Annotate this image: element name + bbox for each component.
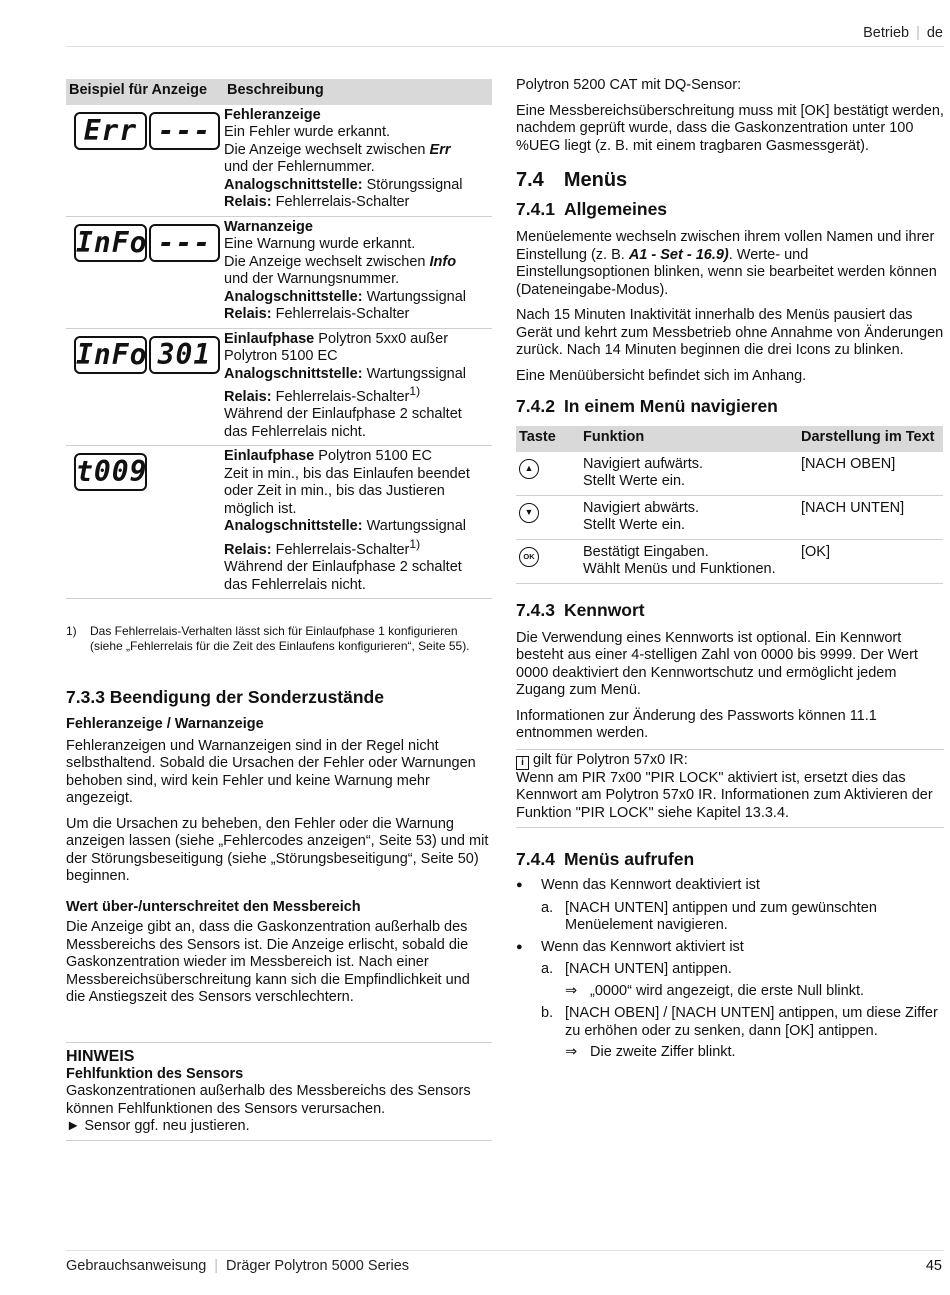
section-number: 7.4 xyxy=(516,169,544,191)
result-item xyxy=(516,1044,944,1062)
list-item-text: [NACH OBEN] / [NACH UNTEN] antippen, um diese Ziffer zu erhöhen oder zu senken, dann [OK] antippen. xyxy=(565,1005,938,1039)
section-number: 7.4.2 xyxy=(516,396,555,416)
text-cell: [OK] xyxy=(798,539,943,583)
relay-value: Fehlerrelais-Schalter xyxy=(271,388,410,405)
table-footnote xyxy=(66,624,492,654)
row-text: Die Anzeige wechselt zwischen xyxy=(224,253,430,270)
header-lang: de xyxy=(926,25,943,41)
footnote-number: 1) xyxy=(66,624,77,638)
info-icon: i xyxy=(516,756,529,770)
row-title: Fehleranzeige xyxy=(224,106,321,123)
relay-label: Relais: xyxy=(224,388,272,405)
table-row xyxy=(516,539,943,583)
procedure-list xyxy=(516,877,944,1062)
analog-value: Wartungssignal xyxy=(362,518,467,535)
paragraph: Informationen zur Änderung des Passworts können 11.1 entnommen werden. xyxy=(516,707,877,741)
table-row xyxy=(66,105,492,217)
paragraph: Die Verwendung eines Kennworts ist optional. Ein Kennwort besteht aus einer 4-stelligen Zahl von 0000 bis 9999. Der Wert 0000 deaktiviert den Kennwortschutz und ermöglicht jedem Zugang zum Menü. xyxy=(516,629,918,698)
relay-value: Fehlerrelais-Schalter xyxy=(271,194,410,210)
key-cell xyxy=(516,495,580,539)
down-button-icon: ▼ xyxy=(519,503,539,523)
list-item-text: [NACH UNTEN] antippen und zum gewünschten Menüelement navigieren. xyxy=(565,899,877,933)
lcd-display: --- xyxy=(149,112,220,150)
row-text: und der Warnungsnummer. xyxy=(224,271,400,287)
bullet-icon: ● xyxy=(516,940,523,953)
footnote-ref: 1) xyxy=(409,384,421,398)
header-separator: | xyxy=(916,25,920,41)
table-header-description: Beschreibung xyxy=(224,79,492,105)
paragraph: Um die Ursachen zu beheben, den Fehler oder die Warnung anzeigen lassen (siehe „Fehlercodes anzeigen“, Seite 53) und mit der Störungsbeseitigung (siehe „Störungsbeseitigung“, Seite 50) beginnen. xyxy=(66,815,489,884)
paragraph: Die Anzeige gibt an, dass die Gaskonzentration außerhalb des Messbereichs des Sensors ist. Die Anzeige erlischt, sobald die Gaskonzentration wieder im Messbereich ist. Nach einer Messbereichsüberschreitung kann sich die Empfindlichkeit und die Anstiegszeit des Sensors verschlechtern. xyxy=(66,919,470,1005)
footnote-text: Das Fehlerrelais-Verhalten lässt sich für Einlaufphase 1 konfigurieren (siehe „Fehlerrelais für die Zeit des Einlaufens konfigurieren“, Seite 55). xyxy=(90,624,470,653)
row-title: Einlaufphase xyxy=(224,330,315,347)
display-cell xyxy=(66,216,224,328)
notice-bottom-rule xyxy=(66,1140,492,1141)
key-cell xyxy=(516,539,580,583)
notice-subtitle: Fehlfunktion des Sensors xyxy=(66,1065,244,1082)
analog-value: Wartungssignal xyxy=(362,365,467,382)
lcd-display: t009 xyxy=(74,453,147,491)
info-bottom-rule xyxy=(516,827,944,828)
text: . Werte- und Einstellungsoptionen blinken, wenn sie bearbeitet werden können (Dateneingabe-Modus). xyxy=(516,246,937,298)
function-text: Stellt Werte ein. xyxy=(583,473,686,489)
action-text: Sensor ggf. neu justieren. xyxy=(84,1118,250,1134)
row-text: Die Anzeige wechselt zwischen xyxy=(224,141,430,158)
section-7-3-3 xyxy=(66,686,492,1007)
footer-separator: | xyxy=(214,1258,219,1274)
paragraph: Polytron 5200 CAT mit DQ-Sensor: xyxy=(516,77,742,93)
page-number: 45 xyxy=(925,1258,942,1274)
row-title: Warnanzeige xyxy=(224,218,313,235)
function-text: Stellt Werte ein. xyxy=(583,517,686,533)
function-cell xyxy=(580,452,798,496)
notice-text: Gaskonzentrationen außerhalb des Messbereichs des Sensors können Fehlfunktionen des Sensors verursachen. xyxy=(66,1083,471,1117)
description-cell xyxy=(224,216,492,328)
row-emphasis: Err xyxy=(429,141,451,158)
table-header-key: Taste xyxy=(516,426,580,452)
up-button-icon: ▲ xyxy=(519,459,539,479)
display-cell xyxy=(66,105,224,217)
analog-label: Analogschnittstelle: xyxy=(224,288,363,305)
table-row xyxy=(516,495,943,539)
function-cell xyxy=(580,539,798,583)
analog-label: Analogschnittstelle: xyxy=(224,365,363,382)
info-heading-text: gilt für Polytron 57x0 IR: xyxy=(529,751,688,768)
result-text: „0000“ wird angezeigt, die erste Null blinkt. xyxy=(590,982,865,999)
section-title: Menüs xyxy=(563,169,628,191)
description-cell xyxy=(224,328,492,446)
list-marker: b. xyxy=(541,1005,554,1021)
table-row xyxy=(66,328,492,446)
page-footer xyxy=(66,1258,409,1276)
table-header-function: Funktion xyxy=(580,426,798,452)
table-row xyxy=(516,452,943,496)
row-text: Polytron 5xx0 außer Polytron 5100 EC xyxy=(224,330,449,364)
section-heading: 7.3.3 Beendigung der Sonderzustände xyxy=(66,687,384,707)
subheading: Wert über-/unterschreitet den Messbereich xyxy=(66,898,361,915)
row-title: Einlaufphase xyxy=(224,448,315,465)
ok-button-icon: OK xyxy=(519,547,539,567)
section-heading-7-4 xyxy=(516,168,944,192)
list-item-text: Wenn das Kennwort aktiviert ist xyxy=(541,938,744,955)
section-heading-7-4-2 xyxy=(516,395,944,417)
info-heading xyxy=(516,752,944,770)
section-heading-7-4-4 xyxy=(516,848,944,870)
arrow-icon: ► xyxy=(66,1118,81,1134)
result-arrow-icon: ⇒ xyxy=(565,982,578,999)
section-heading-7-4-3 xyxy=(516,599,944,621)
table-header-text: Darstellung im Text xyxy=(798,426,943,452)
paragraph: Fehleranzeigen und Warnanzeigen sind in der Regel nicht selbsthaltend. Sobald die Ursachen der Fehler oder Warnungen behoben sind, wird kein Fehler und keine Warnung mehr angezeigt. xyxy=(66,737,476,806)
paragraph: Nach 15 Minuten Inaktivität innerhalb des Menüs pausiert das Gerät und kehrt zum Messbetrieb ohne Annahme von Änderungen zurück. Nach 14 Minuten beginnen die drei Icons zu blinken. xyxy=(516,307,944,358)
notice-action xyxy=(66,1118,492,1136)
function-cell xyxy=(580,495,798,539)
function-text: Navigiert aufwärts. xyxy=(583,455,704,472)
display-examples-table xyxy=(66,79,492,599)
bullet-icon: ● xyxy=(516,879,523,891)
footnote-ref: 1) xyxy=(409,536,421,551)
list-marker: a. xyxy=(541,899,554,916)
section-title: In einem Menü navigieren xyxy=(563,396,778,416)
result-text: Die zweite Ziffer blinkt. xyxy=(590,1044,736,1060)
list-item-text: [NACH UNTEN] antippen. xyxy=(565,961,732,977)
section-title: Menüs aufrufen xyxy=(563,849,695,869)
row-text: und der Fehlernummer. xyxy=(224,159,375,175)
result-arrow-icon: ⇒ xyxy=(565,1044,578,1060)
header-rule xyxy=(66,46,944,47)
info-text: Wenn am PIR 7x00 "PIR LOCK" aktiviert ist, ersetzt dies das Kennwort am Polytron 57x0 IR. Informationen zum Aktivieren der Funktion "PIR LOCK" siehe Kapitel 13.3.4. xyxy=(516,769,933,821)
table-row xyxy=(66,446,492,599)
list-item xyxy=(516,961,944,979)
list-item-text: Wenn das Kennwort deaktiviert ist xyxy=(541,877,760,893)
relay-label: Relais: xyxy=(224,306,272,322)
relay-value: Fehlerrelais-Schalter xyxy=(271,541,410,558)
function-text: Bestätigt Eingaben. xyxy=(583,543,709,560)
lcd-display: Err xyxy=(74,112,147,150)
right-column xyxy=(516,77,944,1062)
row-note: Während der Einlaufphase 2 schaltet das Fehlerrelais nicht. xyxy=(224,406,462,440)
row-text: Polytron 5100 EC xyxy=(314,448,432,465)
row-text: Ein Fehler wurde erkannt. xyxy=(224,124,391,140)
text-cell: [NACH OBEN] xyxy=(798,452,943,496)
paragraph: Eine Menüübersicht befindet sich im Anhang. xyxy=(516,367,807,384)
lcd-display: InFo xyxy=(74,224,147,262)
notice-top-rule xyxy=(66,1042,492,1043)
section-heading-7-4-1 xyxy=(516,198,944,220)
page-header xyxy=(863,25,943,43)
header-section: Betrieb xyxy=(863,25,910,41)
section-number: 7.4.1 xyxy=(516,199,555,219)
list-item xyxy=(516,877,944,895)
info-top-rule xyxy=(516,749,944,750)
relay-label: Relais: xyxy=(224,541,272,558)
row-text: Eine Warnung wurde erkannt. xyxy=(224,236,416,252)
footer-rule xyxy=(66,1250,944,1251)
description-cell xyxy=(224,105,492,217)
text: Menüelemente wechseln zwischen ihrem vollen Namen und ihrer Einstellung (z. B. xyxy=(516,229,935,263)
table-header-example: Beispiel für Anzeige xyxy=(66,79,224,105)
relay-label: Relais: xyxy=(224,194,272,210)
info-box xyxy=(516,749,944,829)
function-text: Navigiert abwärts. xyxy=(583,499,700,516)
table-row xyxy=(66,216,492,328)
footer-doc-type: Gebrauchsanweisung xyxy=(66,1258,207,1274)
analog-label: Analogschnittstelle: xyxy=(224,176,363,193)
lcd-display: --- xyxy=(149,224,220,262)
row-text: Zeit in min., bis das Einlaufen beendet oder Zeit in min., bis das Justieren möglich ist. xyxy=(224,465,470,517)
lcd-display: InFo xyxy=(74,336,147,374)
list-item xyxy=(516,1005,944,1040)
section-title: Kennwort xyxy=(563,599,645,620)
key-cell xyxy=(516,452,580,496)
footer-product: Dräger Polytron 5000 Series xyxy=(226,1258,410,1274)
lcd-display: 301 xyxy=(149,336,220,374)
text-cell: [NACH UNTEN] xyxy=(798,495,943,539)
analog-label: Analogschnittstelle: xyxy=(224,518,363,535)
section-number: 7.4.4 xyxy=(516,849,555,869)
section-title: Allgemeines xyxy=(563,199,668,219)
list-marker: a. xyxy=(541,961,554,977)
description-cell xyxy=(224,446,492,599)
function-text: Wählt Menüs und Funktionen. xyxy=(583,561,776,577)
paragraph: Eine Messbereichsüberschreitung muss mit [OK] bestätigt werden, nachdem geprüft wurde, dass die Gaskonzentration unter 100 %UEG liegt (z. B. mit einem tragbaren Gasmessgerät). xyxy=(516,102,944,154)
display-cell xyxy=(66,446,224,599)
navigation-table xyxy=(516,426,943,584)
subheading: Fehleranzeige / Warnanzeige xyxy=(66,716,264,732)
row-note: Während der Einlaufphase 2 schaltet das Fehlerrelais nicht. xyxy=(224,559,462,593)
list-item xyxy=(516,900,944,935)
list-item xyxy=(516,939,944,957)
analog-value: Wartungssignal xyxy=(362,288,467,305)
notice-title: HINWEIS xyxy=(66,1048,135,1065)
analog-value: Störungssignal xyxy=(362,176,463,193)
section-number: 7.4.3 xyxy=(516,599,555,620)
notice-box xyxy=(66,1042,492,1141)
row-emphasis: Info xyxy=(429,253,457,270)
paragraph xyxy=(516,229,944,299)
emphasis: A1 - Set - 16.9) xyxy=(628,246,729,263)
result-item xyxy=(516,983,944,1001)
relay-value: Fehlerrelais-Schalter xyxy=(271,306,410,322)
display-cell xyxy=(66,328,224,446)
